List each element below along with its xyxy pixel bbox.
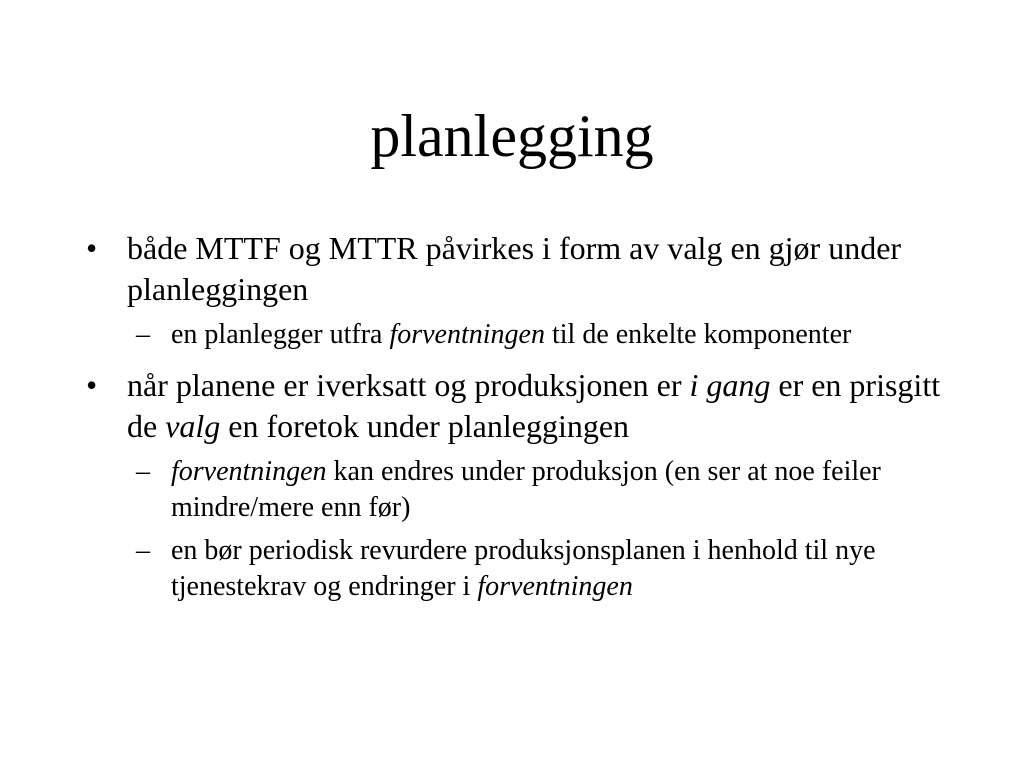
- bullet-item: [80, 228, 950, 310]
- bullet-item: [80, 365, 950, 447]
- sub-bullet-text: til de enkelte komponenter: [544, 319, 852, 350]
- emphasis-text: forventningen: [477, 571, 633, 602]
- bullet-text: både MTTF og MTTR påvirkes i form av valg en gjør under planleggingen: [127, 230, 902, 307]
- bullet-marker: •: [86, 230, 98, 266]
- sub-bullet-marker: –: [136, 319, 150, 350]
- emphasis-text: i gang: [689, 367, 771, 403]
- slide-body: [80, 228, 950, 605]
- bullet-text: en foretok under planleggingen: [220, 408, 630, 444]
- sub-bullet-marker: –: [136, 535, 150, 566]
- sub-bullet-text: en planlegger utfra: [171, 319, 390, 350]
- slide-title: planlegging: [370, 103, 654, 169]
- sub-bullet-item: [80, 317, 950, 353]
- bullet-marker: •: [86, 367, 98, 403]
- sub-bullet-item: [80, 454, 950, 526]
- emphasis-text: forventningen: [389, 319, 545, 350]
- sub-bullet-marker: –: [136, 456, 150, 487]
- emphasis-text: valg: [165, 408, 221, 444]
- sub-bullet-text: en bør periodisk revurdere produksjonsplanen i henhold til nye tjenestekrav og endringer i: [171, 535, 876, 602]
- sub-bullet-item: [80, 533, 950, 605]
- sub-bullet-text: kan endres under produksjon (en ser at noe feiler mindre/mere enn før): [171, 456, 881, 523]
- bullet-text: er en prisgitt de: [127, 367, 941, 444]
- bullet-text: når planene er iverksatt og produksjonen er: [127, 367, 690, 403]
- emphasis-text: forventningen: [171, 456, 327, 487]
